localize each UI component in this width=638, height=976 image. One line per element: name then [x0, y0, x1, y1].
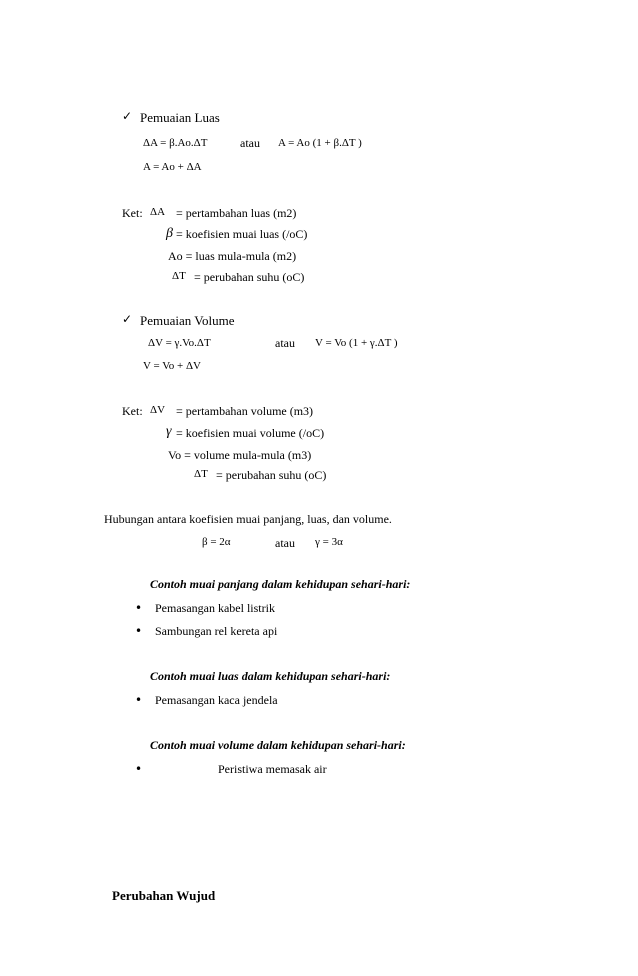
- equation-luas-a: ΔA = β.Ao.ΔT: [143, 137, 208, 149]
- bullet-icon: •: [135, 693, 143, 707]
- contoh-luas-item-1: Pemasangan kaca jendela: [155, 693, 278, 707]
- ket-luas-1-text: = pertambahan luas (m2): [176, 206, 297, 220]
- ket-volume-3-text: Vo = volume mula-mula (m3): [168, 448, 312, 462]
- equation-hubungan-b: γ = 3α: [315, 536, 343, 548]
- atau-volume: atau: [275, 336, 295, 350]
- contoh-panjang-item-2: Sambungan rel kereta api: [155, 624, 278, 638]
- ket-label-volume: Ket:: [122, 404, 143, 418]
- contoh-volume-heading: Contoh muai volume dalam kehidupan sehari-hari:: [150, 738, 406, 752]
- bullet-icon: •: [135, 601, 143, 615]
- equation-volume-c: V = Vo + ΔV: [143, 360, 201, 372]
- equation-luas-c: A = Ao + ΔA: [143, 161, 202, 173]
- contoh-luas-heading: Contoh muai luas dalam kehidupan sehari-hari:: [150, 669, 391, 683]
- ket-luas-4-symbol: ΔT: [172, 270, 186, 282]
- hubungan-text: Hubungan antara koefisien muai panjang, luas, dan volume.: [104, 512, 392, 526]
- check-icon: ✓: [122, 312, 133, 326]
- equation-volume-b: V = Vo (1 + γ.ΔT ): [315, 337, 398, 349]
- ket-volume-1-text: = pertambahan volume (m3): [176, 404, 314, 418]
- equation-hubungan-a: β = 2α: [202, 536, 231, 548]
- section-heading-volume: Pemuaian Volume: [140, 313, 235, 328]
- bullet-icon: •: [135, 762, 143, 776]
- ket-luas-2-text: = koefisien muai luas (/oC): [176, 227, 308, 241]
- atau-luas: atau: [240, 136, 260, 150]
- equation-luas-b: A = Ao (1 + β.ΔT ): [278, 137, 362, 149]
- atau-hubungan: atau: [275, 536, 295, 550]
- contoh-panjang-item-1: Pemasangan kabel listrik: [155, 601, 275, 615]
- ket-luas-1-symbol: ΔA: [150, 206, 166, 218]
- ket-volume-4-text: = perubahan suhu (oC): [216, 468, 327, 482]
- ket-volume-2-symbol: γ: [166, 424, 172, 439]
- ket-luas-3-text: Ao = luas mula-mula (m2): [168, 249, 297, 263]
- check-icon: ✓: [122, 109, 133, 123]
- next-section-heading: Perubahan Wujud: [112, 888, 216, 903]
- ket-volume-2-text: = koefisien muai volume (/oC): [176, 426, 325, 440]
- ket-luas-4-text: = perubahan suhu (oC): [194, 270, 305, 284]
- contoh-volume-item-1: Peristiwa memasak air: [218, 762, 327, 776]
- equation-volume-a: ΔV = γ.Vo.ΔT: [148, 337, 211, 349]
- ket-volume-4-symbol: ΔT: [194, 468, 208, 480]
- ket-label-luas: Ket:: [122, 206, 143, 220]
- section-heading-luas: Pemuaian Luas: [140, 110, 220, 125]
- bullet-icon: •: [135, 624, 143, 638]
- ket-luas-2-symbol: β: [166, 226, 173, 241]
- ket-volume-1-symbol: ΔV: [150, 404, 166, 416]
- contoh-panjang-heading: Contoh muai panjang dalam kehidupan sehari-hari:: [150, 577, 411, 591]
